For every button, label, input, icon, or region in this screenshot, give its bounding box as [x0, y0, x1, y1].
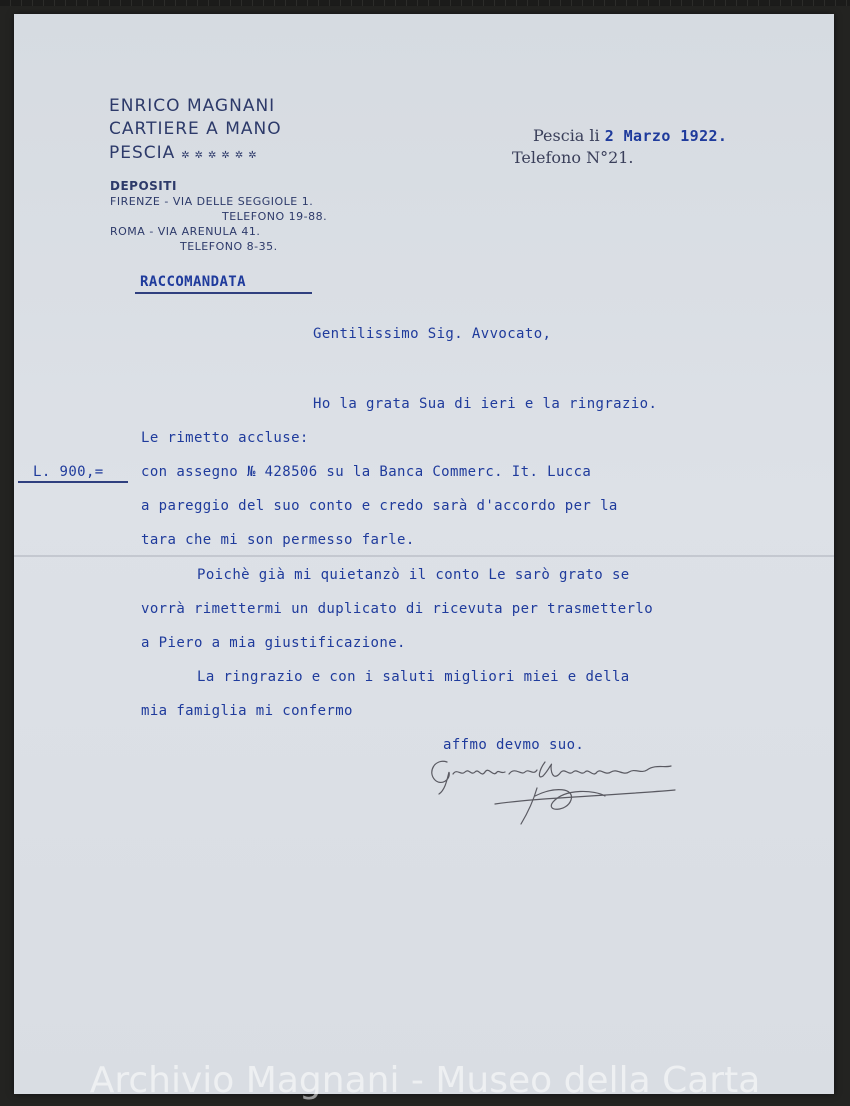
- paragraph-3-line-1: Poichè già mi quietanzò il conto Le sarò grato se: [197, 567, 630, 583]
- archive-watermark: Archivio Magnani - Museo della Carta: [89, 1060, 761, 1101]
- paragraph-2-line-2: a pareggio del suo conto e credo sarà d'accordo per la: [141, 498, 618, 514]
- depositi-title: DEPOSITI: [110, 179, 177, 193]
- place-date-line: [533, 126, 727, 145]
- salutation: Gentilissimo Sig. Avvocato,: [313, 326, 552, 342]
- paragraph-2-line-3: tara che mi son permesso farle.: [141, 532, 415, 548]
- scan-ruler: [0, 0, 850, 6]
- paragraph-4-line-1: La ringrazio e con i saluti migliori miei e della: [197, 669, 630, 685]
- raccomandata-label: RACCOMANDATA: [140, 274, 246, 290]
- paragraph-3-line-2: vorrà rimettermi un duplicato di ricevuta per trasmetterlo: [141, 601, 654, 617]
- place-printed: Pescia li: [533, 126, 600, 145]
- ornament-dots: ✲✲✲✲✲✲: [181, 150, 262, 161]
- deposit-roma-tel: TELEFONO 8-35.: [180, 240, 278, 253]
- paper-fold: [14, 555, 834, 557]
- letter-date: 2 Marzo 1922.: [604, 127, 728, 145]
- handwritten-signature: [425, 750, 685, 830]
- deposit-firenze: FIRENZE - VIA DELLE SEGGIOLE 1.: [110, 195, 314, 208]
- paragraph-1: Ho la grata Sua di ieri e la ringrazio.: [313, 396, 658, 412]
- letter-paper: [14, 14, 834, 1094]
- raccomandata-underline: [135, 292, 312, 294]
- paragraph-3-line-3: a Piero a mia giustificazione.: [141, 635, 406, 651]
- telefono-number: Telefono N°21.: [512, 148, 634, 167]
- paragraph-2-line-1: con assegno № 428506 su la Banca Commerc. It. Lucca: [141, 464, 592, 480]
- letterhead-town: [109, 143, 262, 163]
- letterhead-town-text: PESCIA: [109, 143, 176, 163]
- letterhead-business: CARTIERE A MANO: [109, 119, 282, 139]
- amount-underline: [18, 481, 128, 483]
- deposit-roma: ROMA - VIA ARENULA 41.: [110, 225, 261, 238]
- paragraph-4-line-2: mia famiglia mi confermo: [141, 703, 353, 719]
- deposit-firenze-tel: TELEFONO 19-88.: [222, 210, 328, 223]
- paragraph-2-intro: Le rimetto accluse:: [141, 430, 309, 446]
- amount: L. 900,=: [33, 464, 104, 480]
- closing: affmo devmo suo.: [443, 737, 585, 753]
- letterhead-name: ENRICO MAGNANI: [109, 96, 276, 116]
